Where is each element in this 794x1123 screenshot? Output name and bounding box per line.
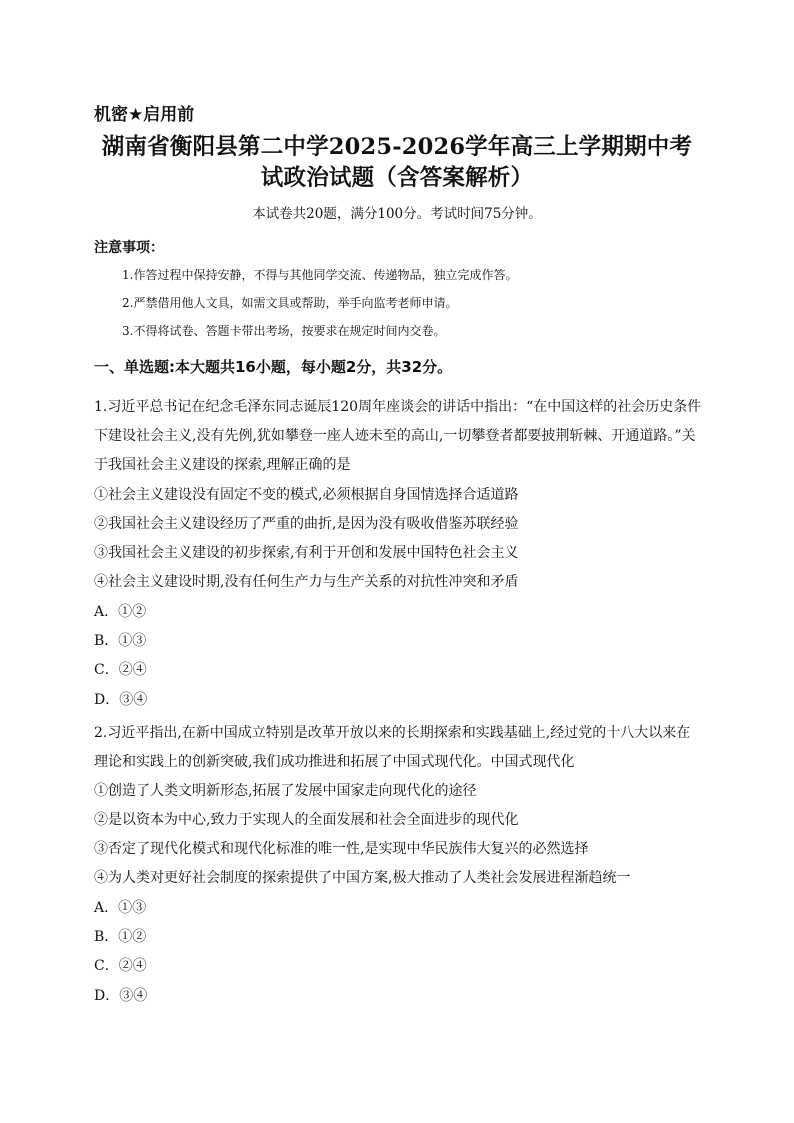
question-1-option-a[interactable]: A．①② — [94, 604, 147, 620]
question-2-statement: ①创造了人类文明新形态,拓展了发展中国家走向现代化的途径 — [94, 783, 477, 799]
question-2-option-c[interactable]: C．②④ — [94, 958, 147, 974]
notice-item: 3.不得将试卷、答题卡带出考场，按要求在规定时间内交卷。 — [122, 324, 446, 338]
exam-info: 本试卷共20题，满分100分。考试时间75分钟。 — [252, 206, 542, 222]
question-1-stem: 于我国社会主义建设的探索,理解正确的是 — [94, 457, 351, 473]
question-1-option-c[interactable]: C．②④ — [94, 662, 147, 678]
page-title-line-2: 试政治试题（含答案解析） — [260, 165, 534, 191]
question-2-option-d[interactable]: D．③④ — [94, 988, 148, 1004]
question-2-statement: ③否定了现代化模式和现代化标准的唯一性,是实现中华民族伟大复兴的必然选择 — [94, 841, 589, 857]
question-1-statement: ③我国社会主义建设的初步探索,有利于开创和发展中国特色社会主义 — [94, 545, 519, 561]
question-1-statement: ①社会主义建设没有固定不变的模式,必须根据自身国情选择合适道路 — [94, 487, 519, 503]
section-heading: 一、单选题:本大题共16小题，每小题2分，共32分。 — [94, 358, 453, 376]
question-1-option-d[interactable]: D．③④ — [94, 692, 148, 708]
question-2-statement: ④为人类对更好社会制度的探索提供了中国方案,极大推动了人类社会发展进程渐趋统一 — [94, 870, 631, 886]
question-2-stem: 理论和实践上的创新突破,我们成功推进和拓展了中国式现代化。中国式现代化 — [94, 754, 575, 770]
notice-item: 2.严禁借用他人文具，如需文具或帮助，举手向监考老师申请。 — [122, 296, 458, 310]
notice-title: 注意事项： — [94, 240, 164, 256]
question-1-stem: 1.习近平总书记在纪念毛泽东同志诞辰120周年座谈会的讲话中指出：“在中国这样的社会历史条件 — [94, 399, 702, 415]
question-1-stem: 下建设社会主义,没有先例,犹如攀登一座人迹未至的高山,一切攀登者都要披荆斩棘、开通道路。”关 — [94, 428, 696, 444]
question-2-statement: ②是以资本为中心,致力于实现人的全面发展和社会全面进步的现代化 — [94, 812, 519, 828]
notice-item: 1.作答过程中保持安静，不得与其他同学交流、传递物品，独立完成作答。 — [122, 268, 518, 282]
confidential-label: 机密★启用前 — [94, 105, 195, 125]
question-2-option-a[interactable]: A．①③ — [94, 900, 147, 916]
question-1-statement: ②我国社会主义建设经历了严重的曲折,是因为没有吸收借鉴苏联经验 — [94, 516, 519, 532]
question-1-option-b[interactable]: B．①③ — [94, 633, 147, 649]
question-2-stem: 2.习近平指出,在新中国成立特别是改革开放以来的长期探索和实践基础上,经过党的十八大以来在 — [94, 725, 691, 741]
question-2-option-b[interactable]: B．①② — [94, 929, 147, 945]
question-1-statement: ④社会主义建设时期,没有任何生产力与生产关系的对抗性冲突和矛盾 — [94, 574, 519, 590]
page-title-line-1: 湖南省衡阳县第二中学2025-2026学年高三上学期期中考 — [101, 134, 693, 160]
